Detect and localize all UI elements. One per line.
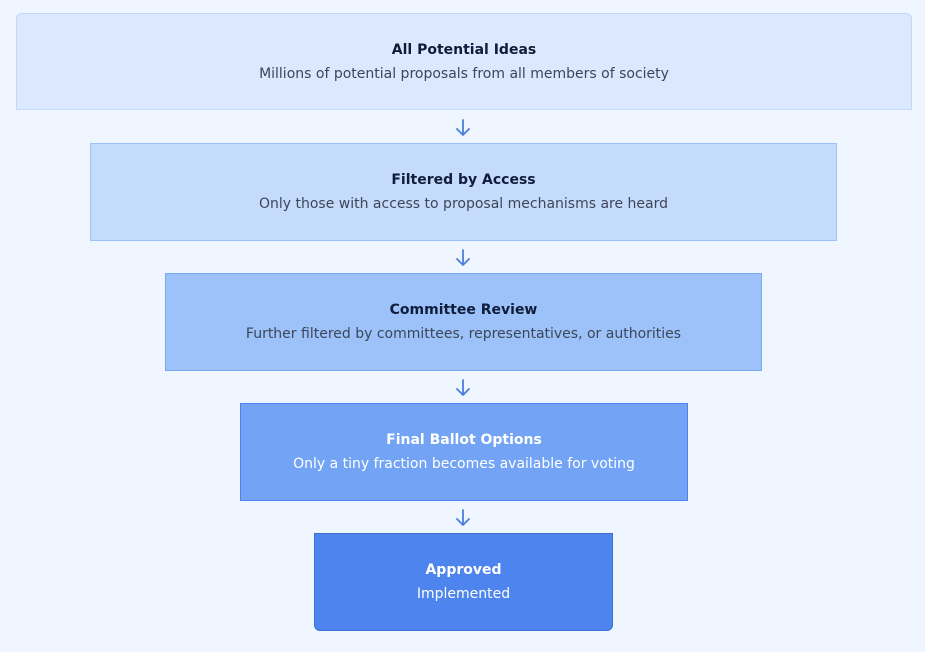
stage-title: All Potential Ideas — [391, 41, 537, 58]
funnel-stage-final-ballot-options — [240, 403, 688, 501]
funnel-stage-filtered-by-access — [90, 143, 837, 241]
arrow-down-icon — [454, 509, 472, 527]
stage-title: Final Ballot Options — [386, 432, 542, 448]
stage-description: Millions of potential proposals from all members of society — [259, 65, 669, 82]
funnel-stage-committee-review — [165, 273, 762, 371]
stage-title: Committee Review — [389, 302, 538, 318]
arrow-down-icon — [454, 119, 472, 137]
stage-description: Implemented — [416, 586, 511, 602]
stage-description: Further filtered by committees, representatives, or authorities — [245, 326, 682, 342]
arrow-down-icon — [454, 379, 472, 397]
funnel-stage-all-potential-ideas — [16, 13, 912, 110]
stage-description: Only a tiny fraction becomes available for voting — [293, 456, 635, 472]
stage-title: Filtered by Access — [391, 172, 536, 188]
stage-title: Approved — [425, 562, 502, 578]
stage-description: Only those with access to proposal mechanisms are heard — [258, 196, 669, 212]
funnel-stage-approved — [314, 533, 613, 631]
arrow-down-icon — [454, 249, 472, 267]
